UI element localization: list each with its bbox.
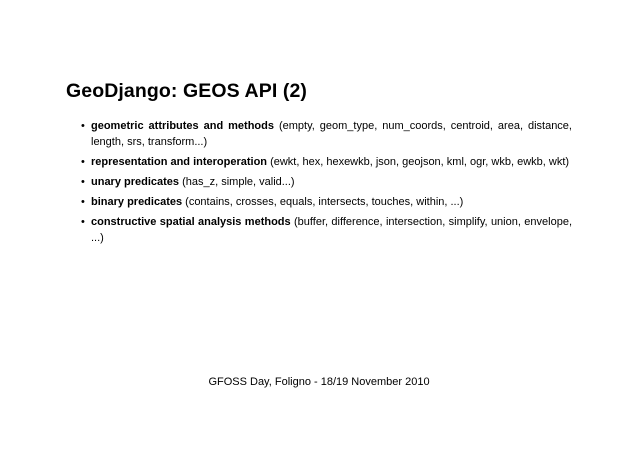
bullet-detail: (has_z, simple, valid...) — [179, 176, 295, 188]
bullet-dot-icon: • — [81, 216, 85, 228]
bullet-dot-icon: • — [81, 176, 85, 188]
bullet-term: constructive spatial analysis methods — [91, 216, 291, 228]
bullet-dot-icon: • — [81, 196, 85, 208]
bullet-dot-icon: • — [81, 120, 85, 132]
bullet-detail: (contains, crosses, equals, intersects, touches, within, ...) — [182, 196, 464, 208]
slide-footer: GFOSS Day, Foligno - 18/19 November 2010 — [208, 376, 430, 388]
bullet-item-binary-predicates — [81, 194, 572, 210]
bullet-dot-icon: • — [81, 156, 85, 168]
bullet-detail: (empty, geom_type, num_coords, centroid, area, distance, length, srs, transform...) — [91, 120, 572, 148]
bullet-term: unary predicates — [91, 176, 180, 188]
bullet-term: binary predicates — [91, 196, 183, 208]
bullet-detail: (ewkt, hex, hexewkb, json, geojson, kml, ogr, wkb, ewkb, wkt) — [267, 156, 570, 168]
bullet-item-representation — [81, 154, 572, 170]
bullet-list — [81, 118, 572, 250]
bullet-term: representation and interoperation — [91, 156, 268, 168]
bullet-detail: (buffer, difference, intersection, simplify, union, envelope, ...) — [91, 216, 572, 244]
bullet-item-constructive-methods — [81, 214, 572, 246]
slide-title: GeoDjango: GEOS API (2) — [66, 80, 308, 102]
bullet-item-geometric-attributes — [81, 118, 572, 150]
bullet-term: geometric attributes and methods — [91, 120, 274, 132]
bullet-item-unary-predicates — [81, 174, 572, 190]
